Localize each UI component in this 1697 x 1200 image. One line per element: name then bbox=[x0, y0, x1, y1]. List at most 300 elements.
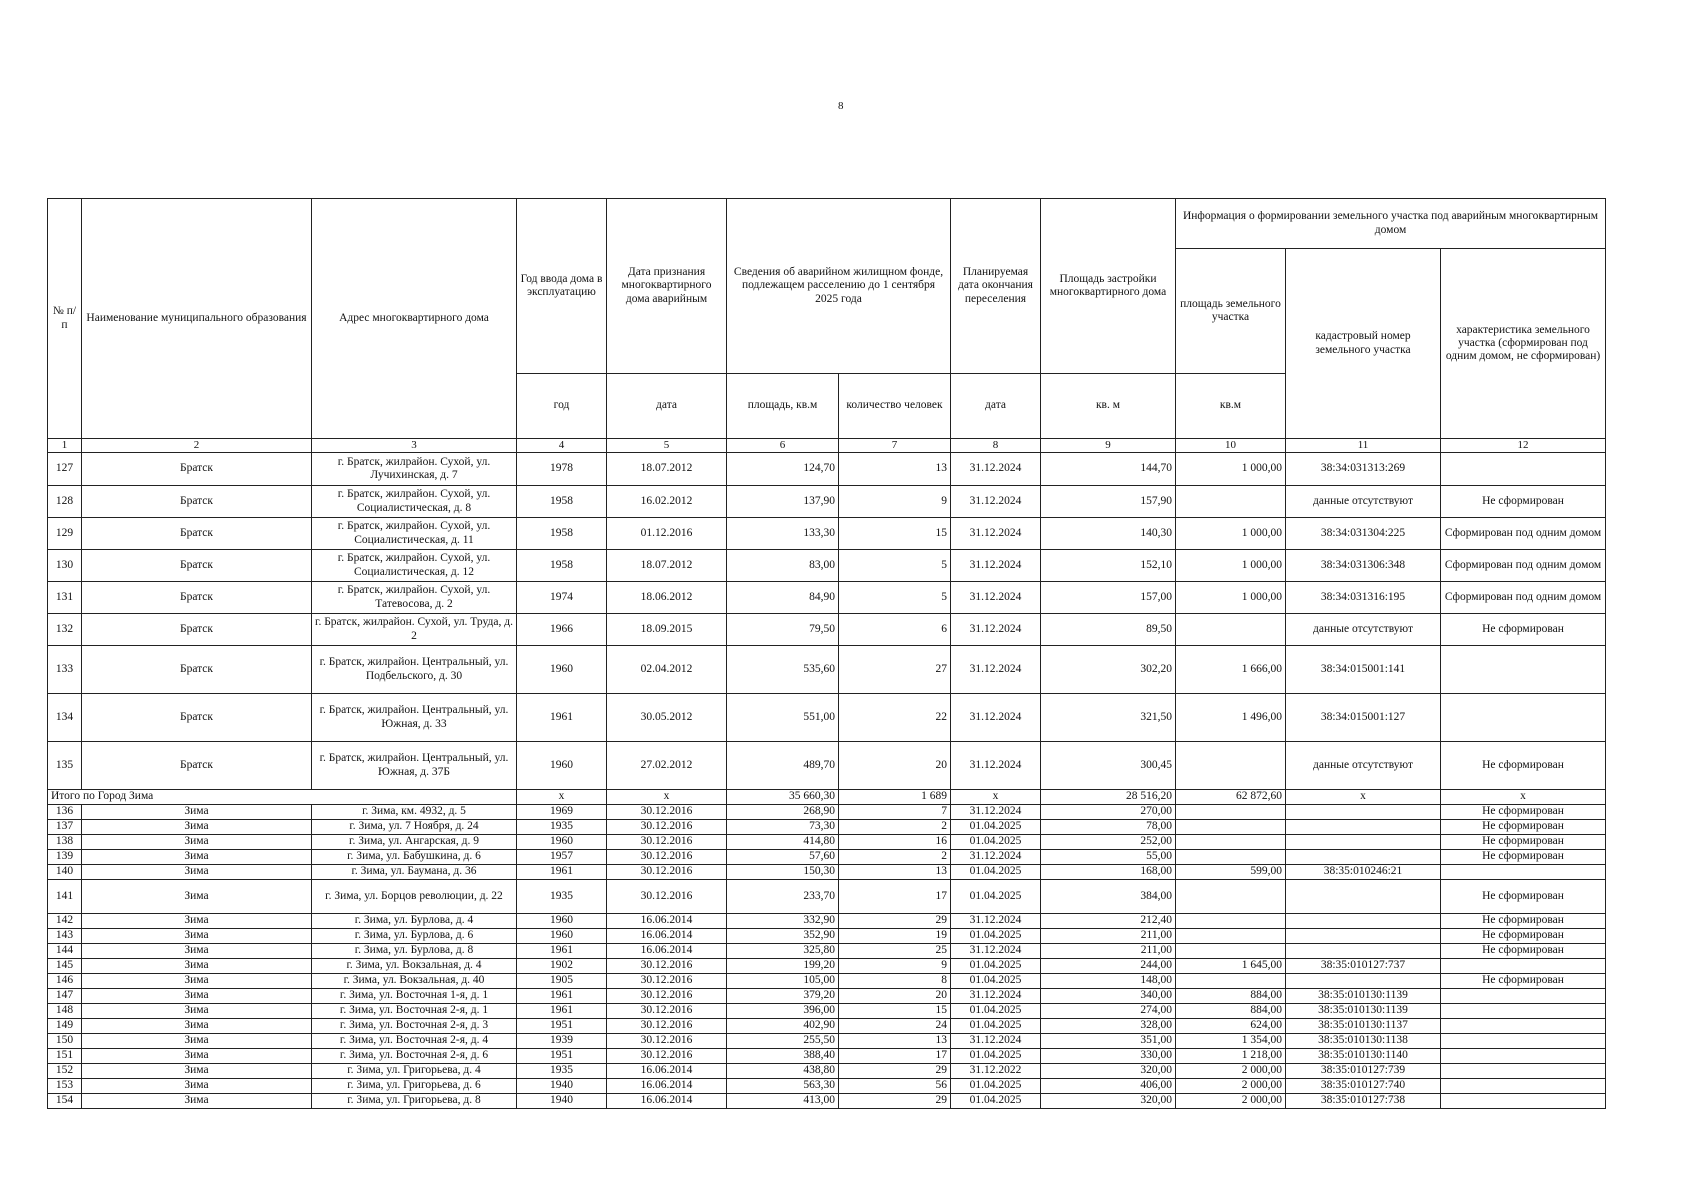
people-count: 5 bbox=[839, 550, 951, 582]
planned-date: 31.12.2024 bbox=[951, 614, 1041, 646]
year-built: 1960 bbox=[517, 929, 607, 944]
area: 133,30 bbox=[727, 518, 839, 550]
people-count: 25 bbox=[839, 944, 951, 959]
planned-date: 01.04.2025 bbox=[951, 865, 1041, 880]
planned-date: 31.12.2022 bbox=[951, 1064, 1041, 1079]
area: 414,80 bbox=[727, 835, 839, 850]
row-number: 137 bbox=[48, 820, 82, 835]
area: 413,00 bbox=[727, 1094, 839, 1109]
people-count: 7 bbox=[839, 805, 951, 820]
header-no: № п/п bbox=[48, 199, 82, 439]
area: 535,60 bbox=[727, 646, 839, 694]
building-area: 340,00 bbox=[1041, 989, 1176, 1004]
row-number: 134 bbox=[48, 694, 82, 742]
address: г. Братск, жилрайон. Сухой, ул. Социалистическая, д. 11 bbox=[312, 518, 517, 550]
year-built: 1961 bbox=[517, 989, 607, 1004]
municipality: Зима bbox=[82, 1079, 312, 1094]
people-count: 29 bbox=[839, 914, 951, 929]
municipality: Зима bbox=[82, 880, 312, 914]
area: 268,90 bbox=[727, 805, 839, 820]
row-number: 136 bbox=[48, 805, 82, 820]
year-built: 1969 bbox=[517, 805, 607, 820]
municipality: Зима bbox=[82, 959, 312, 974]
date-recognized: 30.12.2016 bbox=[607, 959, 727, 974]
table-row bbox=[48, 742, 1606, 790]
address: г. Зима, ул. Григорьева, д. 6 bbox=[312, 1079, 517, 1094]
col-num: 5 bbox=[607, 439, 727, 453]
header-land-info: Информация о формировании земельного участка под аварийным многоквартирным домом bbox=[1176, 199, 1606, 249]
municipality: Зима bbox=[82, 914, 312, 929]
row-number: 131 bbox=[48, 582, 82, 614]
row-number: 132 bbox=[48, 614, 82, 646]
people-count: 16 bbox=[839, 835, 951, 850]
building-area: 320,00 bbox=[1041, 1094, 1176, 1109]
col-num: 10 bbox=[1176, 439, 1286, 453]
land-area: 1 496,00 bbox=[1176, 694, 1286, 742]
planned-date: 01.04.2025 bbox=[951, 1079, 1041, 1094]
date-recognized: 18.07.2012 bbox=[607, 550, 727, 582]
land-area: 1 000,00 bbox=[1176, 550, 1286, 582]
address: г. Братск, жилрайон. Сухой, ул. Социалистическая, д. 8 bbox=[312, 486, 517, 518]
land-characteristic: Не сформирован bbox=[1441, 929, 1606, 944]
date-recognized: 16.06.2014 bbox=[607, 944, 727, 959]
row-number: 148 bbox=[48, 1004, 82, 1019]
cadastral-number bbox=[1286, 835, 1441, 850]
area: 332,90 bbox=[727, 914, 839, 929]
row-number: 142 bbox=[48, 914, 82, 929]
area: 73,30 bbox=[727, 820, 839, 835]
zima-rows bbox=[48, 805, 1606, 1109]
cadastral-number: 38:35:010130:1139 bbox=[1286, 989, 1441, 1004]
table-row bbox=[48, 646, 1606, 694]
area: 57,60 bbox=[727, 850, 839, 865]
building-area: 211,00 bbox=[1041, 929, 1176, 944]
table-row bbox=[48, 929, 1606, 944]
municipality: Братск bbox=[82, 614, 312, 646]
planned-date: 01.04.2025 bbox=[951, 1049, 1041, 1064]
year-built: 1940 bbox=[517, 1094, 607, 1109]
land-characteristic bbox=[1441, 646, 1606, 694]
building-area: 144,70 bbox=[1041, 453, 1176, 486]
bratsk-rows bbox=[48, 453, 1606, 790]
building-area: 89,50 bbox=[1041, 614, 1176, 646]
land-characteristic bbox=[1441, 989, 1606, 1004]
address: г. Братск, жилрайон. Сухой, ул. Социалистическая, д. 12 bbox=[312, 550, 517, 582]
land-area bbox=[1176, 614, 1286, 646]
cadastral-number: данные отсутствуют bbox=[1286, 614, 1441, 646]
year-built: 1960 bbox=[517, 835, 607, 850]
people-count: 15 bbox=[839, 518, 951, 550]
municipality: Братск bbox=[82, 453, 312, 486]
year-built: 1960 bbox=[517, 742, 607, 790]
municipality: Братск bbox=[82, 694, 312, 742]
building-area: 168,00 bbox=[1041, 865, 1176, 880]
date-recognized: 30.05.2012 bbox=[607, 694, 727, 742]
land-characteristic: Не сформирован bbox=[1441, 974, 1606, 989]
building-area: 328,00 bbox=[1041, 1019, 1176, 1034]
area: 388,40 bbox=[727, 1049, 839, 1064]
row-number: 144 bbox=[48, 944, 82, 959]
cadastral-number: 38:34:015001:141 bbox=[1286, 646, 1441, 694]
municipality: Зима bbox=[82, 944, 312, 959]
land-characteristic bbox=[1441, 959, 1606, 974]
area: 352,90 bbox=[727, 929, 839, 944]
cadastral-number: 38:35:010246:21 bbox=[1286, 865, 1441, 880]
land-characteristic: Не сформирован bbox=[1441, 914, 1606, 929]
address: г. Зима, ул. Восточная 2-я, д. 6 bbox=[312, 1049, 517, 1064]
building-area: 55,00 bbox=[1041, 850, 1176, 865]
year-built: 1958 bbox=[517, 486, 607, 518]
date-recognized: 27.02.2012 bbox=[607, 742, 727, 790]
planned-date: 31.12.2024 bbox=[951, 914, 1041, 929]
land-area: 1 000,00 bbox=[1176, 582, 1286, 614]
date-recognized: 18.09.2015 bbox=[607, 614, 727, 646]
planned-date: 01.04.2025 bbox=[951, 1094, 1041, 1109]
row-number: 145 bbox=[48, 959, 82, 974]
row-number: 151 bbox=[48, 1049, 82, 1064]
address: г. Братск, жилрайон. Сухой, ул. Труда, д. 2 bbox=[312, 614, 517, 646]
planned-date: 31.12.2024 bbox=[951, 694, 1041, 742]
area: 438,80 bbox=[727, 1064, 839, 1079]
municipality: Зима bbox=[82, 974, 312, 989]
people-count: 9 bbox=[839, 959, 951, 974]
land-area bbox=[1176, 835, 1286, 850]
address: г. Зима, км. 4932, д. 5 bbox=[312, 805, 517, 820]
planned-date: 01.04.2025 bbox=[951, 1004, 1041, 1019]
table-row bbox=[48, 989, 1606, 1004]
cadastral-number bbox=[1286, 944, 1441, 959]
address: г. Братск, жилрайон. Сухой, ул. Лучихинская, д. 7 bbox=[312, 453, 517, 486]
year-built: 1961 bbox=[517, 1004, 607, 1019]
date-recognized: 30.12.2016 bbox=[607, 820, 727, 835]
date-recognized: 16.06.2014 bbox=[607, 1064, 727, 1079]
people-count: 24 bbox=[839, 1019, 951, 1034]
land-area: 1 666,00 bbox=[1176, 646, 1286, 694]
land-area: 2 000,00 bbox=[1176, 1094, 1286, 1109]
municipality: Зима bbox=[82, 1004, 312, 1019]
area: 325,80 bbox=[727, 944, 839, 959]
municipality: Зима bbox=[82, 805, 312, 820]
year-built: 1951 bbox=[517, 1019, 607, 1034]
cadastral-number bbox=[1286, 805, 1441, 820]
planned-date: 31.12.2024 bbox=[951, 582, 1041, 614]
col-num: 8 bbox=[951, 439, 1041, 453]
year-built: 1905 bbox=[517, 974, 607, 989]
area: 199,20 bbox=[727, 959, 839, 974]
cadastral-number: 38:35:010130:1137 bbox=[1286, 1019, 1441, 1034]
building-area: 211,00 bbox=[1041, 944, 1176, 959]
date-recognized: 01.12.2016 bbox=[607, 518, 727, 550]
cadastral-number: 38:35:010127:740 bbox=[1286, 1079, 1441, 1094]
land-area: 884,00 bbox=[1176, 989, 1286, 1004]
date-recognized: 16.06.2014 bbox=[607, 914, 727, 929]
land-characteristic bbox=[1441, 1079, 1606, 1094]
year-built: 1958 bbox=[517, 518, 607, 550]
land-area bbox=[1176, 880, 1286, 914]
col-num: 4 bbox=[517, 439, 607, 453]
land-area bbox=[1176, 974, 1286, 989]
row-number: 135 bbox=[48, 742, 82, 790]
header-address: Адрес многоквартирного дома bbox=[312, 199, 517, 439]
land-characteristic: Сформирован под одним домом bbox=[1441, 518, 1606, 550]
cadastral-number: 38:34:031306:348 bbox=[1286, 550, 1441, 582]
col-num: 9 bbox=[1041, 439, 1176, 453]
table-row bbox=[48, 582, 1606, 614]
people-count: 56 bbox=[839, 1079, 951, 1094]
cadastral-number: 38:34:015001:127 bbox=[1286, 694, 1441, 742]
cadastral-number: данные отсутствуют bbox=[1286, 742, 1441, 790]
row-number: 130 bbox=[48, 550, 82, 582]
header-emergency-info: Сведения об аварийном жилищном фонде, подлежащем расселению до 1 сентября 2025 года bbox=[727, 199, 951, 374]
municipality: Братск bbox=[82, 486, 312, 518]
col-num: 6 bbox=[727, 439, 839, 453]
area: 83,00 bbox=[727, 550, 839, 582]
address: г. Братск, жилрайон. Сухой, ул. Татевосова, д. 2 bbox=[312, 582, 517, 614]
table-row bbox=[48, 518, 1606, 550]
area: 105,00 bbox=[727, 974, 839, 989]
date-recognized: 30.12.2016 bbox=[607, 974, 727, 989]
year-built: 1960 bbox=[517, 646, 607, 694]
area: 551,00 bbox=[727, 694, 839, 742]
header-land-area: площадь земельного участка bbox=[1176, 249, 1286, 374]
table-row bbox=[48, 835, 1606, 850]
address: г. Братск, жилрайон. Центральный, ул. Южная, д. 37Б bbox=[312, 742, 517, 790]
total-people: 1 689 bbox=[839, 790, 951, 805]
header-date-recognized: Дата признания многоквартирного дома аварийным bbox=[607, 199, 727, 374]
area: 124,70 bbox=[727, 453, 839, 486]
total-section bbox=[48, 790, 1606, 805]
land-characteristic bbox=[1441, 1004, 1606, 1019]
address: г. Зима, ул. Восточная 2-я, д. 4 bbox=[312, 1034, 517, 1049]
land-area: 2 000,00 bbox=[1176, 1079, 1286, 1094]
land-characteristic bbox=[1441, 1049, 1606, 1064]
page-number: 8 bbox=[838, 100, 844, 112]
people-count: 20 bbox=[839, 742, 951, 790]
planned-date: 31.12.2024 bbox=[951, 989, 1041, 1004]
land-area bbox=[1176, 850, 1286, 865]
planned-date: 31.12.2024 bbox=[951, 518, 1041, 550]
cadastral-number: 38:35:010130:1139 bbox=[1286, 1004, 1441, 1019]
cadastral-number: 38:35:010127:739 bbox=[1286, 1064, 1441, 1079]
date-recognized: 30.12.2016 bbox=[607, 1049, 727, 1064]
year-built: 1978 bbox=[517, 453, 607, 486]
year-built: 1935 bbox=[517, 880, 607, 914]
land-area: 599,00 bbox=[1176, 865, 1286, 880]
table-row bbox=[48, 1049, 1606, 1064]
building-area: 152,10 bbox=[1041, 550, 1176, 582]
planned-date: 01.04.2025 bbox=[951, 929, 1041, 944]
header-cadastral: кадастровый номер земельного участка bbox=[1286, 249, 1441, 439]
municipality: Зима bbox=[82, 1049, 312, 1064]
address: г. Зима, ул. Бурлова, д. 4 bbox=[312, 914, 517, 929]
date-recognized: 30.12.2016 bbox=[607, 850, 727, 865]
cadastral-number bbox=[1286, 914, 1441, 929]
building-area: 330,00 bbox=[1041, 1049, 1176, 1064]
people-count: 29 bbox=[839, 1094, 951, 1109]
year-built: 1966 bbox=[517, 614, 607, 646]
area: 150,30 bbox=[727, 865, 839, 880]
land-characteristic bbox=[1441, 1064, 1606, 1079]
planned-date: 01.04.2025 bbox=[951, 880, 1041, 914]
cadastral-number: 38:35:010127:738 bbox=[1286, 1094, 1441, 1109]
building-area: 384,00 bbox=[1041, 880, 1176, 914]
total-build: 28 516,20 bbox=[1041, 790, 1176, 805]
building-area: 157,00 bbox=[1041, 582, 1176, 614]
building-area: 244,00 bbox=[1041, 959, 1176, 974]
land-characteristic: Не сформирован bbox=[1441, 820, 1606, 835]
table-row bbox=[48, 1064, 1606, 1079]
planned-date: 31.12.2024 bbox=[951, 550, 1041, 582]
planned-date: 31.12.2024 bbox=[951, 453, 1041, 486]
row-number: 138 bbox=[48, 835, 82, 850]
building-area: 300,45 bbox=[1041, 742, 1176, 790]
cadastral-number bbox=[1286, 929, 1441, 944]
land-area bbox=[1176, 742, 1286, 790]
building-area: 406,00 bbox=[1041, 1079, 1176, 1094]
table-row bbox=[48, 1019, 1606, 1034]
address: г. Зима, ул. Вокзальная, д. 40 bbox=[312, 974, 517, 989]
municipality: Братск bbox=[82, 646, 312, 694]
land-area bbox=[1176, 805, 1286, 820]
table-row bbox=[48, 914, 1606, 929]
row-number: 153 bbox=[48, 1079, 82, 1094]
people-count: 17 bbox=[839, 880, 951, 914]
address: г. Зима, ул. Восточная 1-я, д. 1 bbox=[312, 989, 517, 1004]
year-built: 1935 bbox=[517, 1064, 607, 1079]
row-number: 147 bbox=[48, 989, 82, 1004]
cadastral-number bbox=[1286, 880, 1441, 914]
table-row bbox=[48, 614, 1606, 646]
address: г. Зима, ул. Борцов революции, д. 22 bbox=[312, 880, 517, 914]
row-number: 146 bbox=[48, 974, 82, 989]
table-row bbox=[48, 959, 1606, 974]
emergency-housing-table bbox=[47, 198, 1606, 1109]
row-number: 143 bbox=[48, 929, 82, 944]
area: 255,50 bbox=[727, 1034, 839, 1049]
address: г. Братск, жилрайон. Центральный, ул. Южная, д. 33 bbox=[312, 694, 517, 742]
date-recognized: 16.06.2014 bbox=[607, 1079, 727, 1094]
area: 137,90 bbox=[727, 486, 839, 518]
people-count: 2 bbox=[839, 820, 951, 835]
municipality: Братск bbox=[82, 550, 312, 582]
building-area: 252,00 bbox=[1041, 835, 1176, 850]
area: 563,30 bbox=[727, 1079, 839, 1094]
area: 402,90 bbox=[727, 1019, 839, 1034]
municipality: Зима bbox=[82, 1064, 312, 1079]
row-number: 149 bbox=[48, 1019, 82, 1034]
table-row bbox=[48, 820, 1606, 835]
people-count: 22 bbox=[839, 694, 951, 742]
land-characteristic bbox=[1441, 1034, 1606, 1049]
municipality: Зима bbox=[82, 820, 312, 835]
table-row bbox=[48, 486, 1606, 518]
address: г. Зима, ул. Григорьева, д. 8 bbox=[312, 1094, 517, 1109]
date-recognized: 30.12.2016 bbox=[607, 989, 727, 1004]
cadastral-number bbox=[1286, 820, 1441, 835]
cadastral-number: 38:34:031304:225 bbox=[1286, 518, 1441, 550]
people-count: 13 bbox=[839, 865, 951, 880]
col-num: 7 bbox=[839, 439, 951, 453]
municipality: Зима bbox=[82, 929, 312, 944]
row-number: 152 bbox=[48, 1064, 82, 1079]
land-area: 884,00 bbox=[1176, 1004, 1286, 1019]
building-area: 321,50 bbox=[1041, 694, 1176, 742]
table-row bbox=[48, 1094, 1606, 1109]
cadastral-number: 38:35:010127:737 bbox=[1286, 959, 1441, 974]
building-area: 274,00 bbox=[1041, 1004, 1176, 1019]
land-area: 1 354,00 bbox=[1176, 1034, 1286, 1049]
total-cad: x bbox=[1286, 790, 1441, 805]
building-area: 157,90 bbox=[1041, 486, 1176, 518]
row-number: 129 bbox=[48, 518, 82, 550]
land-area bbox=[1176, 820, 1286, 835]
people-count: 20 bbox=[839, 989, 951, 1004]
header-planned-date: Планируемая дата окончания переселения bbox=[951, 199, 1041, 374]
land-characteristic: Не сформирован bbox=[1441, 805, 1606, 820]
land-characteristic: Не сформирован bbox=[1441, 880, 1606, 914]
year-built: 1935 bbox=[517, 820, 607, 835]
people-count: 13 bbox=[839, 1034, 951, 1049]
date-recognized: 30.12.2016 bbox=[607, 835, 727, 850]
area: 489,70 bbox=[727, 742, 839, 790]
building-area: 270,00 bbox=[1041, 805, 1176, 820]
land-area: 1 645,00 bbox=[1176, 959, 1286, 974]
land-area: 2 000,00 bbox=[1176, 1064, 1286, 1079]
building-area: 78,00 bbox=[1041, 820, 1176, 835]
land-area bbox=[1176, 944, 1286, 959]
municipality: Зима bbox=[82, 989, 312, 1004]
year-built: 1960 bbox=[517, 914, 607, 929]
municipality: Зима bbox=[82, 1034, 312, 1049]
date-recognized: 30.12.2016 bbox=[607, 865, 727, 880]
municipality: Братск bbox=[82, 742, 312, 790]
municipality: Зима bbox=[82, 865, 312, 880]
address: г. Зима, ул. Бурлова, д. 6 bbox=[312, 929, 517, 944]
year-built: 1940 bbox=[517, 1079, 607, 1094]
header-year-built: Год ввода дома в эксплуатацию bbox=[517, 199, 607, 374]
year-built: 1961 bbox=[517, 944, 607, 959]
total-land: 62 872,60 bbox=[1176, 790, 1286, 805]
area: 79,50 bbox=[727, 614, 839, 646]
cadastral-number: 38:34:031316:195 bbox=[1286, 582, 1441, 614]
subheader-date2: дата bbox=[951, 374, 1041, 439]
planned-date: 01.04.2025 bbox=[951, 820, 1041, 835]
date-recognized: 30.12.2016 bbox=[607, 880, 727, 914]
header-land-char: характеристика земельного участка (сформирован под одним домом, не сформирован) bbox=[1441, 249, 1606, 439]
total-year: x bbox=[517, 790, 607, 805]
table-row bbox=[48, 550, 1606, 582]
year-built: 1902 bbox=[517, 959, 607, 974]
cadastral-number: 38:35:010130:1140 bbox=[1286, 1049, 1441, 1064]
total-area: 35 660,30 bbox=[727, 790, 839, 805]
date-recognized: 18.07.2012 bbox=[607, 453, 727, 486]
address: г. Зима, ул. Восточная 2-я, д. 3 bbox=[312, 1019, 517, 1034]
people-count: 8 bbox=[839, 974, 951, 989]
date-recognized: 16.06.2014 bbox=[607, 929, 727, 944]
cadastral-number: 38:35:010130:1138 bbox=[1286, 1034, 1441, 1049]
municipality: Зима bbox=[82, 850, 312, 865]
people-count: 13 bbox=[839, 453, 951, 486]
address: г. Зима, ул. Ангарская, д. 9 bbox=[312, 835, 517, 850]
land-area: 624,00 bbox=[1176, 1019, 1286, 1034]
col-num: 3 bbox=[312, 439, 517, 453]
year-built: 1958 bbox=[517, 550, 607, 582]
subheader-sqm: кв. м bbox=[1041, 374, 1176, 439]
row-number: 127 bbox=[48, 453, 82, 486]
date-recognized: 30.12.2016 bbox=[607, 1019, 727, 1034]
address: г. Братск, жилрайон. Центральный, ул. Подбельского, д. 30 bbox=[312, 646, 517, 694]
row-number: 139 bbox=[48, 850, 82, 865]
